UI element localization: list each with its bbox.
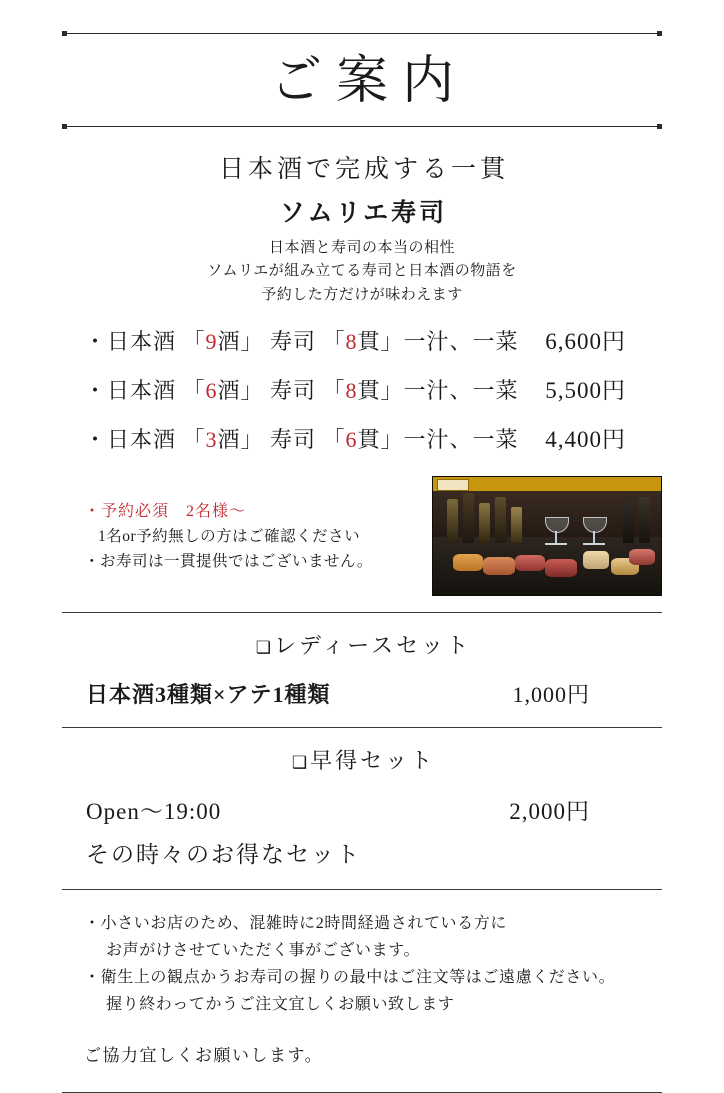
sushi-piece bbox=[583, 551, 609, 569]
course-suffix: 貫」一汁、一菜 bbox=[357, 377, 519, 403]
description-line-3: 予約した方だけが味わえます bbox=[261, 286, 463, 303]
course-price-list bbox=[62, 323, 662, 454]
notes-and-photo bbox=[62, 476, 662, 596]
ladies-section-divider bbox=[62, 612, 662, 613]
sake-bottle-icon bbox=[463, 493, 474, 543]
course-row bbox=[62, 421, 662, 454]
course-sake-count: 9 bbox=[205, 328, 218, 354]
photo-label-tag bbox=[437, 479, 469, 491]
description-line-1: 日本酒と寿司の本当の相性 bbox=[268, 240, 455, 256]
footer-notes bbox=[62, 910, 662, 1019]
early-set-heading bbox=[62, 744, 662, 775]
footer-note-2b: 握り終わってかうご注文宜しくお願い致します bbox=[106, 996, 455, 1014]
early-section-divider bbox=[62, 727, 662, 728]
course-prefix: ・日本酒 「 bbox=[84, 328, 206, 354]
ladies-set-item: 日本酒3種類×アテ1種類 bbox=[86, 681, 331, 707]
footer-note-1b: お声がけさせていただく事がございます。 bbox=[106, 941, 421, 959]
wine-glass-icon bbox=[545, 517, 567, 545]
course-suffix: 貫」一汁、一菜 bbox=[357, 426, 519, 452]
sake-bottle-icon bbox=[495, 497, 506, 543]
photo-top-strip bbox=[433, 477, 661, 491]
sake-bottle-icon bbox=[511, 507, 522, 543]
course-price: 5,500円 bbox=[545, 377, 626, 403]
course-suffix: 貫」一汁、一菜 bbox=[357, 328, 519, 354]
closing-message: ご協力宜しくお願いします。 bbox=[84, 1045, 324, 1065]
course-mid: 酒」 寿司 「 bbox=[217, 426, 346, 452]
course-mid: 酒」 寿司 「 bbox=[217, 377, 346, 403]
early-set-label: 早得セット bbox=[310, 747, 436, 773]
course-price: 6,600円 bbox=[545, 328, 626, 354]
sake-bottle-icon bbox=[447, 499, 458, 543]
checkbox-glyph: ❑ bbox=[291, 752, 311, 772]
ladies-set-label: レディースセット bbox=[274, 632, 472, 658]
early-set-price: 2,000円 bbox=[509, 798, 590, 824]
footer-note-2: ・衛生上の観点かうお寿司の握りの最中はご注文等はご遠慮ください。 bbox=[84, 969, 616, 987]
sushi-piece bbox=[483, 557, 515, 575]
sake-bottle-icon bbox=[639, 497, 650, 543]
sushi-piece bbox=[629, 549, 655, 565]
course-piece-count: 8 bbox=[345, 377, 358, 403]
early-set-sub: その時々のお得なセット bbox=[86, 841, 361, 867]
course-mid: 酒」 寿司 「 bbox=[217, 328, 346, 354]
sake-bottle-icon bbox=[623, 503, 634, 543]
sushi-photo bbox=[432, 476, 662, 596]
checkbox-glyph: ❑ bbox=[255, 637, 275, 657]
course-prefix: ・日本酒 「 bbox=[84, 377, 206, 403]
sommelier-subtitle: 日本酒で完成する一貫 bbox=[218, 156, 509, 183]
sommelier-set-name: ソムリエ寿司 bbox=[279, 200, 448, 227]
course-sake-count: 3 bbox=[205, 426, 218, 452]
title-divider bbox=[62, 126, 662, 127]
description-line-2: ソムリエが組み立てる寿司と日本酒の物語を bbox=[207, 263, 517, 280]
course-prefix: ・日本酒 「 bbox=[84, 426, 206, 452]
sommelier-description bbox=[62, 237, 662, 307]
top-divider bbox=[62, 33, 662, 34]
sake-bottle-icon bbox=[479, 503, 490, 543]
reservation-required-note: ・予約必須 2名様〜 bbox=[84, 502, 247, 520]
course-piece-count: 8 bbox=[345, 328, 358, 354]
sushi-piece bbox=[453, 554, 483, 571]
footer-note-1: ・小さいお店のため、混雑時に2時間経過されている方に bbox=[84, 914, 507, 932]
ladies-set-row bbox=[62, 678, 662, 709]
footer-divider bbox=[62, 889, 662, 890]
course-label bbox=[84, 423, 519, 454]
course-label bbox=[84, 374, 519, 405]
ladies-set-price: 1,000円 bbox=[512, 681, 590, 707]
reservation-detail-note: 1名or予約無しの方はご確認ください bbox=[98, 527, 361, 545]
serving-note: ・お寿司は一貫提供ではございません。 bbox=[84, 553, 373, 570]
menu-page bbox=[0, 33, 724, 1065]
early-set-row bbox=[62, 793, 662, 826]
course-label bbox=[84, 325, 519, 356]
course-piece-count: 6 bbox=[345, 426, 358, 452]
course-price: 4,400円 bbox=[545, 426, 626, 452]
early-set-item: Open〜19:00 bbox=[86, 798, 222, 824]
sushi-piece bbox=[545, 559, 577, 577]
ladies-set-heading bbox=[62, 629, 662, 660]
page-title: ご案内 bbox=[269, 53, 468, 110]
course-row bbox=[62, 372, 662, 405]
course-row bbox=[62, 323, 662, 356]
reservation-notes bbox=[62, 476, 432, 576]
bottom-divider bbox=[62, 1092, 662, 1093]
course-sake-count: 6 bbox=[205, 377, 218, 403]
wine-glass-icon bbox=[583, 517, 605, 545]
sushi-piece bbox=[515, 555, 545, 571]
